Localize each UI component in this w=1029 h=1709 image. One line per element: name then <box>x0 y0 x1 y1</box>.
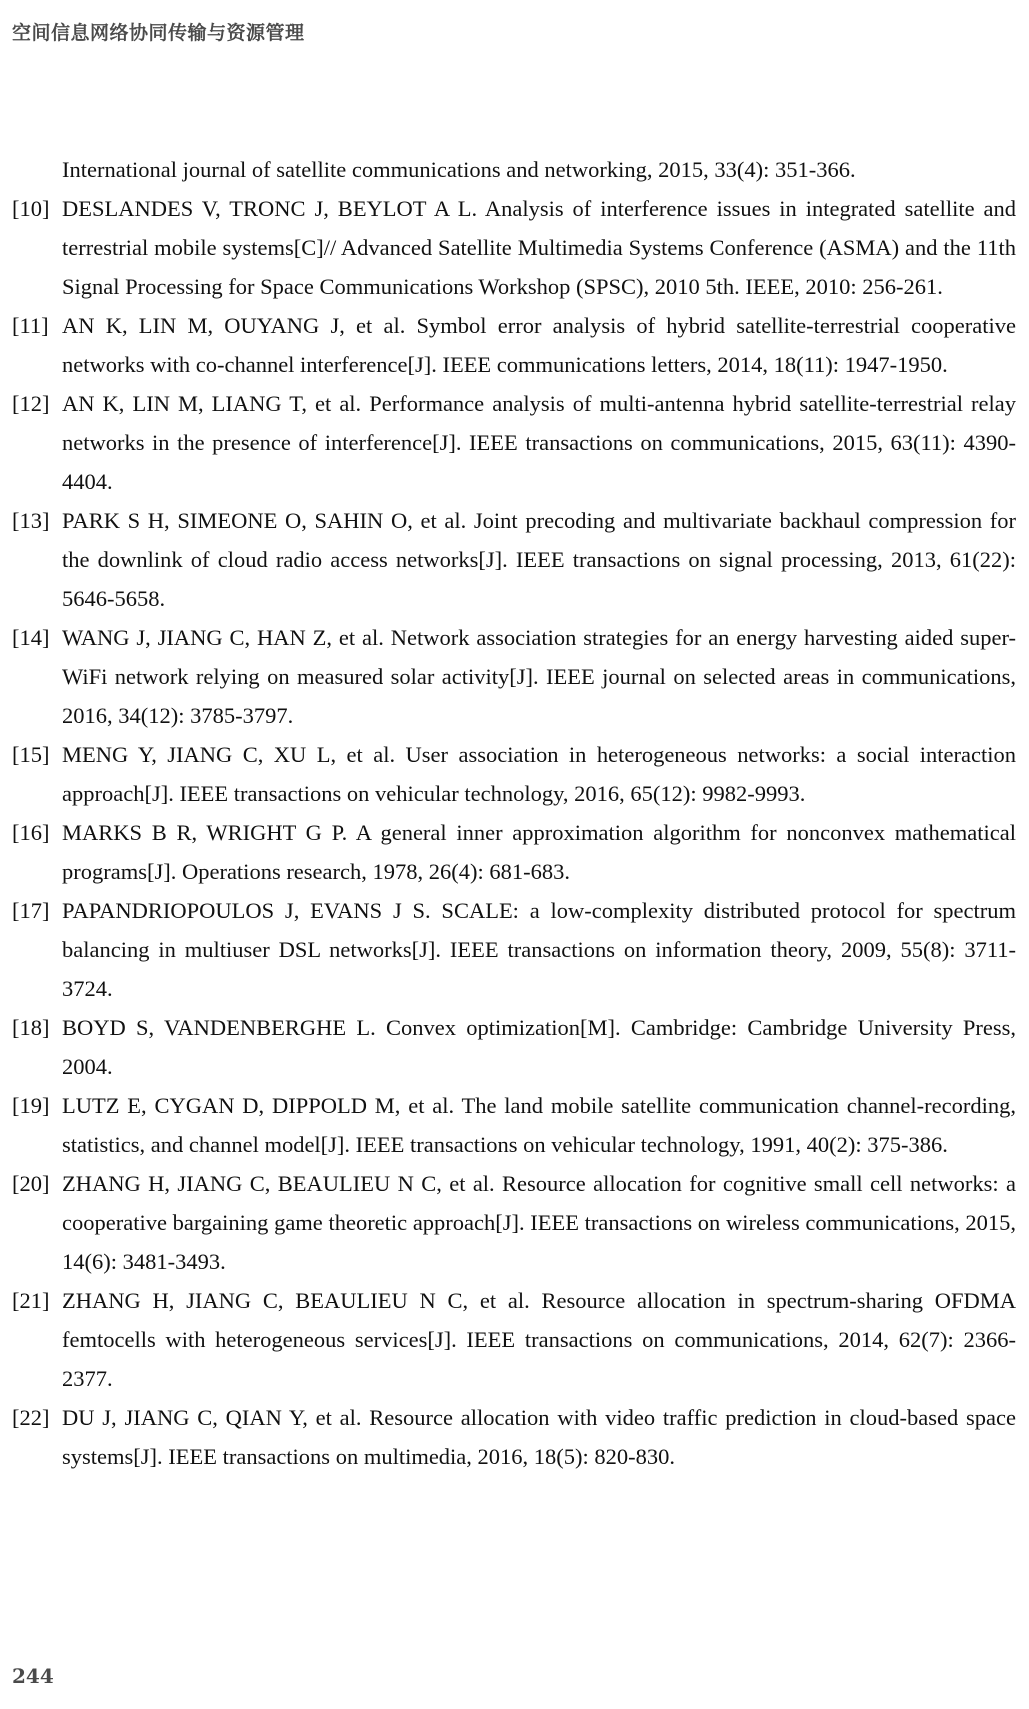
reference-text: PAPANDRIOPOULOS J, EVANS J S. SCALE: a low-complexity distributed protocol for spectrum balancing in multiuser DSL networks[J]. IEEE transactions on information theory, 2009, 55(8): 3711-3724. <box>62 898 1016 1001</box>
running-header: 空间信息网络协同传输与资源管理 <box>12 22 305 44</box>
reference-number <box>12 150 62 189</box>
reference-text: DESLANDES V, TRONC J, BEYLOT A L. Analysis of interference issues in integrated satellite and terrestrial mobile systems[C]// Advanced Satellite Multimedia Systems Conference (ASMA) and the 11th Signal Processing for Space Communications Workshop (SPSC), 2010 5th. IEEE, 2010: 256-261. <box>62 196 1016 299</box>
reference-item <box>12 618 1016 735</box>
reference-item <box>12 306 1016 384</box>
reference-text: ZHANG H, JIANG C, BEAULIEU N C, et al. Resource allocation in spectrum-sharing OFDMA femtocells with heterogeneous services[J]. IEEE transactions on communications, 2014, 62(7): 2366-2377. <box>62 1288 1016 1391</box>
reference-number: [22] <box>12 1405 50 1430</box>
reference-item <box>12 1164 1016 1281</box>
reference-number: [21] <box>12 1288 50 1313</box>
reference-item <box>12 1281 1016 1398</box>
reference-text: MENG Y, JIANG C, XU L, et al. User association in heterogeneous networks: a social interaction approach[J]. IEEE transactions on vehicular technology, 2016, 65(12): 9982-9993. <box>62 742 1016 806</box>
reference-text: LUTZ E, CYGAN D, DIPPOLD M, et al. The land mobile satellite communication channel-recording, statistics, and channel model[J]. IEEE transactions on vehicular technology, 1991, 40(2): 375-386. <box>62 1093 1016 1157</box>
reference-item <box>12 1398 1016 1476</box>
reference-number: [11] <box>12 313 49 338</box>
reference-text: WANG J, JIANG C, HAN Z, et al. Network association strategies for an energy harvesting aided super-WiFi network relying on measured solar activity[J]. IEEE journal on selected areas in communications, 2016, 34(12): 3785-3797. <box>62 625 1016 728</box>
reference-text: DU J, JIANG C, QIAN Y, et al. Resource allocation with video traffic prediction in cloud-based space systems[J]. IEEE transactions on multimedia, 2016, 18(5): 820-830. <box>62 1405 1016 1469</box>
reference-number: [13] <box>12 508 50 533</box>
reference-number: [14] <box>12 625 50 650</box>
reference-continuation <box>12 150 1016 189</box>
page-number: 244 <box>12 1664 54 1688</box>
reference-text: AN K, LIN M, LIANG T, et al. Performance analysis of multi-antenna hybrid satellite-terrestrial relay networks in the presence of interference[J]. IEEE transactions on communications, 2015, 63(11): 4390-4404. <box>62 391 1016 494</box>
reference-list <box>12 150 1016 1476</box>
reference-text: PARK S H, SIMEONE O, SAHIN O, et al. Joint precoding and multivariate backhaul compression for the downlink of cloud radio access networks[J]. IEEE transactions on signal processing, 2013, 61(22): 5646-5658. <box>62 508 1016 611</box>
reference-item <box>12 1008 1016 1086</box>
reference-text: International journal of satellite communications and networking, 2015, 33(4): 351-366. <box>62 157 856 182</box>
reference-number: [10] <box>12 196 50 221</box>
reference-item <box>12 891 1016 1008</box>
reference-text: AN K, LIN M, OUYANG J, et al. Symbol error analysis of hybrid satellite-terrestrial cooperative networks with co-channel interference[J]. IEEE communications letters, 2014, 18(11): 1947-1950. <box>62 313 1016 377</box>
reference-text: BOYD S, VANDENBERGHE L. Convex optimization[M]. Cambridge: Cambridge University Press, 2004. <box>62 1015 1016 1079</box>
reference-item <box>12 189 1016 306</box>
reference-number: [20] <box>12 1171 50 1196</box>
reference-number: [12] <box>12 391 50 416</box>
reference-item <box>12 735 1016 813</box>
reference-number: [17] <box>12 898 50 923</box>
reference-item <box>12 501 1016 618</box>
reference-number: [16] <box>12 820 50 845</box>
reference-number: [18] <box>12 1015 50 1040</box>
reference-text: MARKS B R, WRIGHT G P. A general inner approximation algorithm for nonconvex mathematical programs[J]. Operations research, 1978, 26(4): 681-683. <box>62 820 1016 884</box>
reference-number: [19] <box>12 1093 50 1118</box>
reference-text: ZHANG H, JIANG C, BEAULIEU N C, et al. Resource allocation for cognitive small cell networks: a cooperative bargaining game theoretic approach[J]. IEEE transactions on wireless communications, 2015, 14(6): 3481-3493. <box>62 1171 1016 1274</box>
reference-item <box>12 1086 1016 1164</box>
reference-item <box>12 384 1016 501</box>
reference-item <box>12 813 1016 891</box>
reference-number: [15] <box>12 742 50 767</box>
